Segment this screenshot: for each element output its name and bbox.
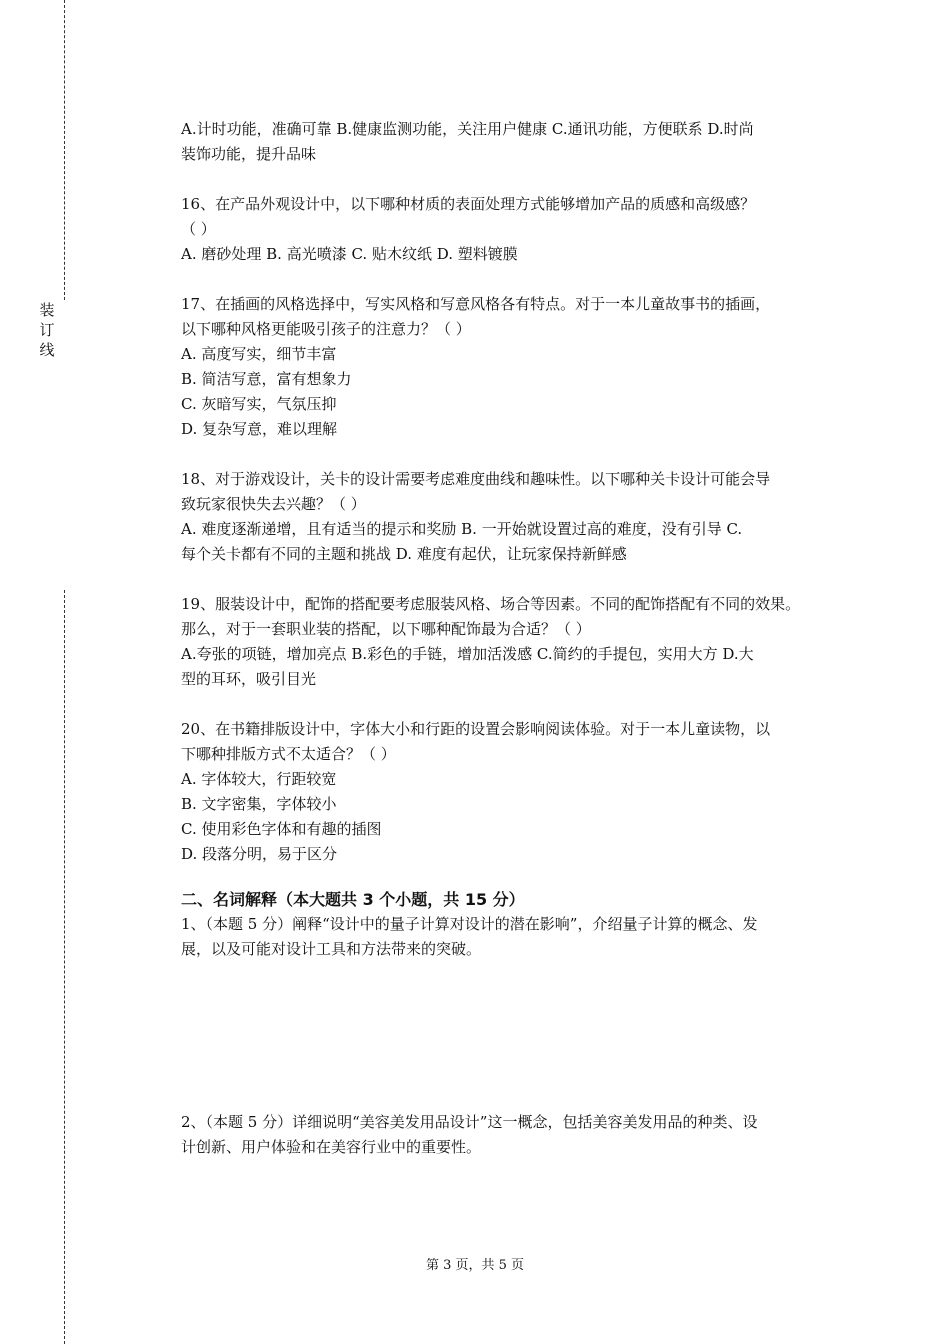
question-16 <box>181 192 851 267</box>
option-line: A. 难度逐渐递增，且有适当的提示和奖励 B. 一开始就设置过高的难度，没有引导 C. <box>181 520 743 538</box>
option-line: D. 复杂写意，难以理解 <box>181 420 338 438</box>
question-stem: 那么，对于一套职业装的搭配，以下哪种配饰最为合适？（ ） <box>181 620 591 638</box>
question-stem: （ ） <box>181 220 216 238</box>
question-15-options <box>181 117 851 167</box>
question-stem: 16、在产品外观设计中，以下哪种材质的表面处理方式能够增加产品的质感和高级感？ <box>181 195 756 213</box>
question-18 <box>181 467 851 567</box>
option-line: 每个关卡都有不同的主题和挑战 D. 难度有起伏，让玩家保持新鲜感 <box>181 545 627 563</box>
question-stem: 18、对于游戏设计，关卡的设计需要考虑难度曲线和趣味性。以下哪种关卡设计可能会导 <box>181 470 771 488</box>
answer-space <box>181 962 851 1110</box>
question-stem: 展，以及可能对设计工具和方法带来的突破。 <box>181 940 482 958</box>
question-stem: 计创新、用户体验和在美容行业中的重要性。 <box>181 1138 482 1156</box>
term-question-2 <box>181 1110 851 1160</box>
exam-content <box>181 117 851 1160</box>
binding-line-top <box>64 0 65 300</box>
option-line: 装饰功能，提升品味 <box>181 145 317 163</box>
option-line: A. 高度写实，细节丰富 <box>181 345 337 363</box>
option-line: D. 段落分明，易于区分 <box>181 845 338 863</box>
question-stem: 下哪种排版方式不太适合？（ ） <box>181 745 396 763</box>
question-stem: 19、服装设计中，配饰的搭配要考虑服装风格、场合等因素。不同的配饰搭配有不同的效果。 <box>181 595 801 613</box>
term-question-1 <box>181 912 851 962</box>
binding-char: 装 <box>39 301 55 319</box>
option-line: C. 使用彩色字体和有趣的插图 <box>181 820 382 838</box>
question-19 <box>181 592 851 692</box>
option-line: A. 磨砂处理 B. 高光喷漆 C. 贴木纹纸 D. 塑料镀膜 <box>181 245 518 263</box>
question-stem: 2、（本题 5 分）详细说明“美容美发用品设计”这一概念，包括美容美发用品的种类、设 <box>181 1113 758 1131</box>
binding-line-bottom <box>64 590 65 1344</box>
question-17 <box>181 292 851 442</box>
question-stem: 致玩家很快失去兴趣？（ ） <box>181 495 366 513</box>
option-line: A.夸张的项链，增加亮点 B.彩色的手链，增加活泼感 C.简约的手提包，实用大方 D.大 <box>181 645 754 663</box>
question-stem: 20、在书籍排版设计中，字体大小和行距的设置会影响阅读体验。对于一本儿童读物，以 <box>181 720 771 738</box>
question-20 <box>181 717 851 867</box>
option-line: B. 文字密集，字体较小 <box>181 795 337 813</box>
question-stem: 17、在插画的风格选择中，写实风格和写意风格各有特点。对于一本儿童故事书的插画， <box>181 295 771 313</box>
option-line: A. 字体较大，行距较宽 <box>181 770 337 788</box>
binding-line-label <box>37 300 57 360</box>
question-stem: 1、（本题 5 分）阐释“设计中的量子计算对设计的潜在影响”，介绍量子计算的概念、发 <box>181 915 758 933</box>
option-line: 型的耳环，吸引目光 <box>181 670 317 688</box>
binding-char: 线 <box>39 341 55 359</box>
binding-char: 订 <box>39 321 55 339</box>
option-line: B. 简洁写意，富有想象力 <box>181 370 352 388</box>
question-stem: 以下哪种风格更能吸引孩子的注意力？（ ） <box>181 320 471 338</box>
option-line: C. 灰暗写实，气氛压抑 <box>181 395 337 413</box>
option-line: A.计时功能，准确可靠 B.健康监测功能，关注用户健康 C.通讯功能，方便联系 D.时尚 <box>181 120 754 138</box>
section-title: 二、名词解释（本大题共 3 个小题，共 15 分） <box>181 890 525 909</box>
page-footer: 第 3 页，共 5 页 <box>425 1258 525 1273</box>
